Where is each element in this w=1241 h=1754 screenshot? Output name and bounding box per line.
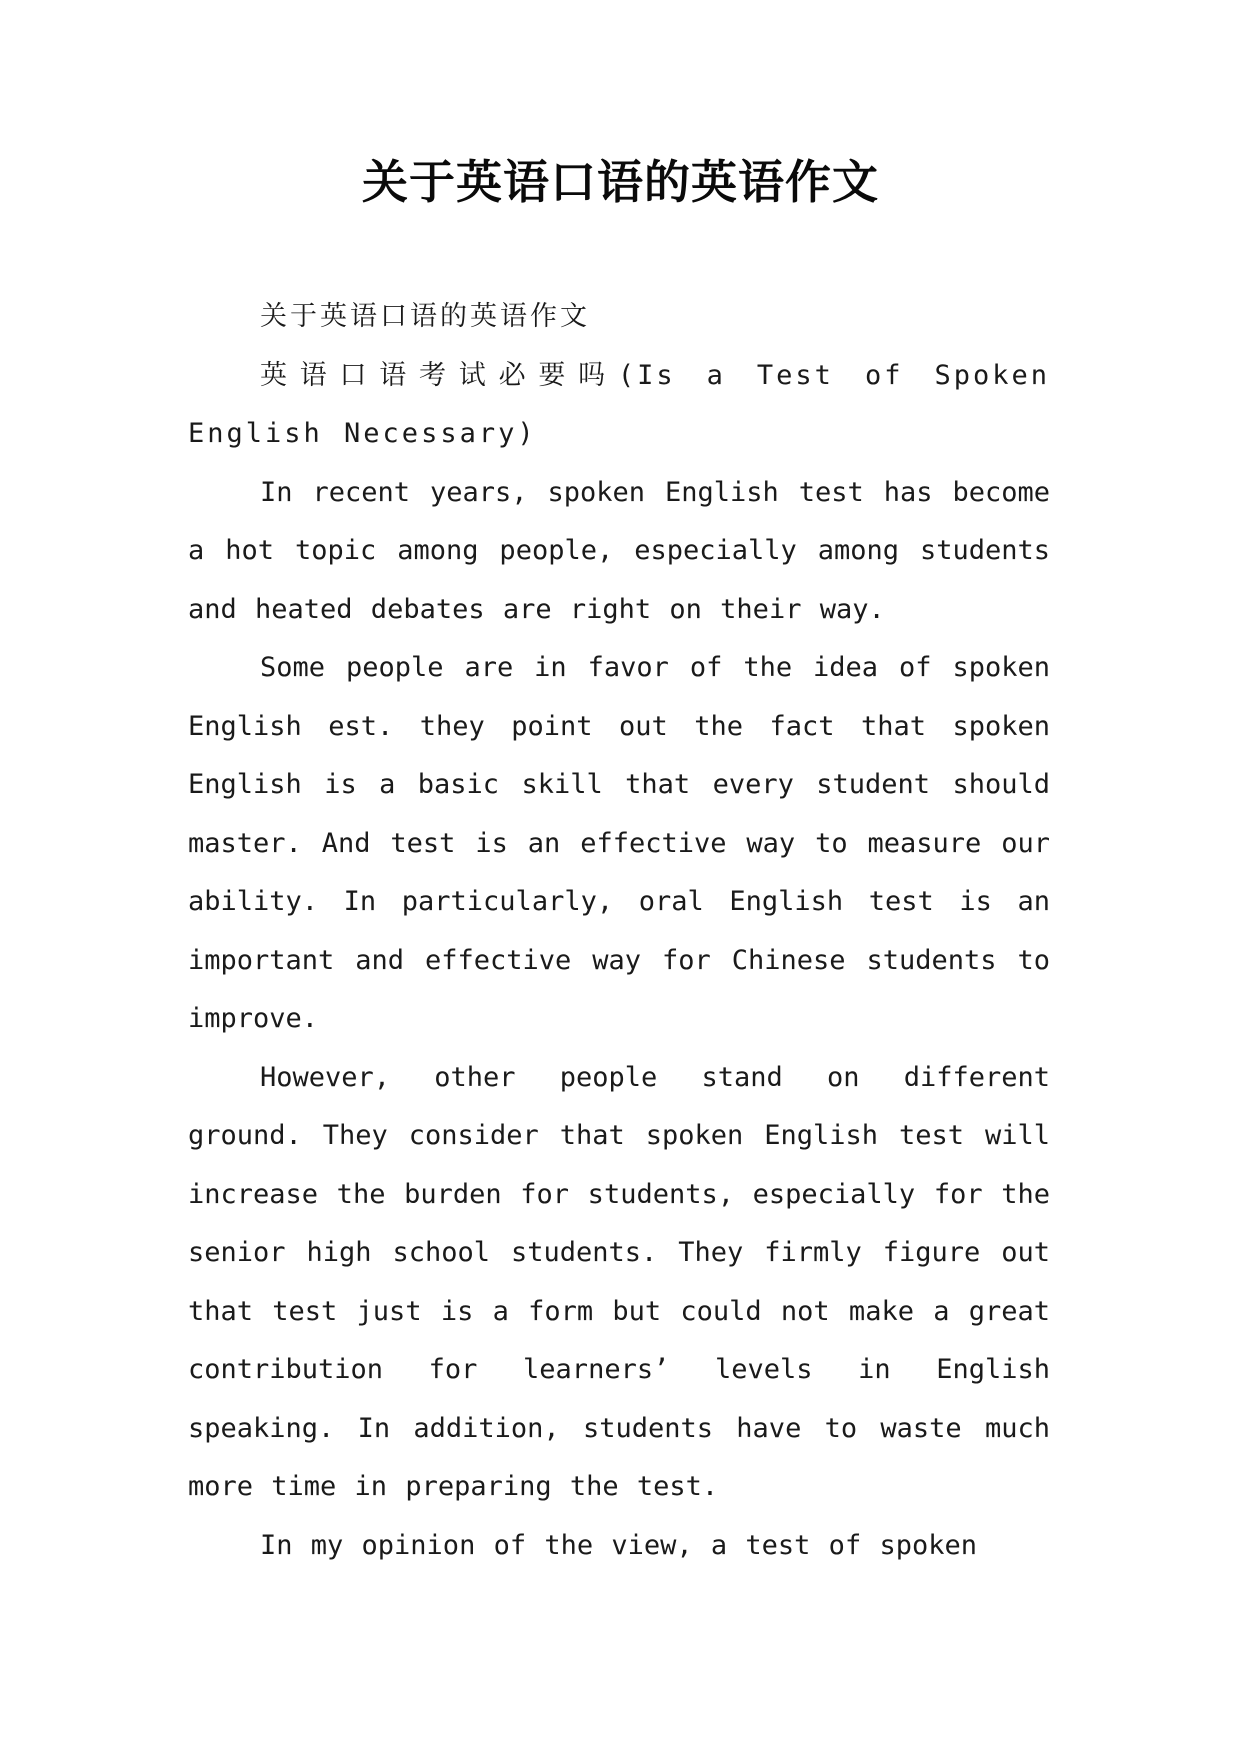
paragraph: Some people are in favor of the idea of spoken English est. they point out the fact that spoken English is a basic skill that every student should master. And test is an effective way to measure our ability. In particularly, oral English test is an important and effective way for Chinese students to improve.: [188, 652, 1050, 1034]
paragraph: However, other people stand on different ground. They consider that spoken English test will increase the burden for students, especially for the senior high school students. They firmly figure out that test just is a form but could not make a great contribution for learners’ levels in English speaking. In addition, students have to waste much more time in preparing the test.: [188, 1061, 1050, 1502]
document-body: [188, 288, 1050, 1575]
paragraph-subtitle: 关于英语口语的英语作文: [260, 301, 590, 332]
paragraph: In my opinion of the view, a test of spoken: [260, 1529, 977, 1561]
document-title: 关于英语口语的英语作文: [362, 155, 879, 209]
paragraph: In recent years, spoken English test has become a hot topic among people, especially among students and heated debates are right on their way.: [188, 476, 1050, 625]
paragraph-heading: 英语口语考试必要吗(Is a Test of Spoken English Necessary): [188, 359, 1050, 449]
